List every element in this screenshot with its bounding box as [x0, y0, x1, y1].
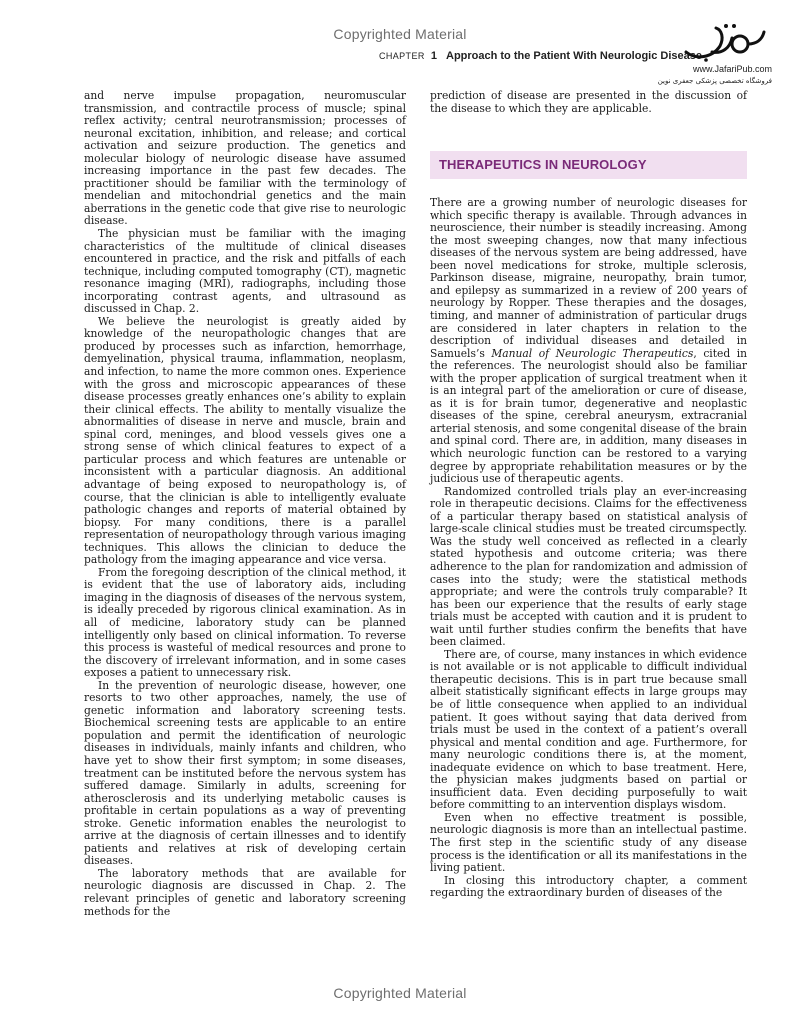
book-title-italic: Manual of Neurologic Therapeutics: [491, 346, 694, 360]
publisher-logo-mark: [682, 22, 768, 62]
publisher-subtitle: فروشگاه تخصصی پزشکی جعفری نوین: [657, 77, 772, 85]
copyright-watermark-bottom: Copyrighted Material: [333, 985, 467, 1001]
section-heading: THERAPEUTICS IN NEUROLOGY: [430, 151, 747, 179]
paragraph: and nerve impulse propagation, neuromuscular transmission, and contractile process of muscle; spinal reflex activity; central neurotransmission; processes of neuronal excitation, inhibition, and release; and cortical activation and seizure production. The genetics and molecular biology of neurologic disease have assumed increasing importance in the past few decades. The practitioner should be familiar with the terminology of mendelian and mitochondrial genetics and the main aberrations in the genetic code that give rise to neurologic disease.: [84, 89, 406, 228]
chapter-label: CHAPTER: [378, 51, 425, 61]
paragraph: [430, 197, 747, 486]
chapter-number: 1: [430, 50, 437, 62]
text-run: , cited in the references. The neurologist should also be familiar with the proper application of surgical treatment when it is an integral part of the amelioration or cure of disease, as it is for brain tumor, degenerative and neoplastic diseases of the spine, cerebral aneurysm, extracranial arterial stenosis, and some congenital disease of the brain and spinal cord. There are, in addition, many diseases in which neurologic function can be restored to a varying degree by appropriate rehabilitation measures or by the judicious use of therapeutic agents.: [430, 346, 747, 486]
publisher-logo: [652, 22, 772, 94]
paragraph: The physician must be familiar with the imaging characteristics of the multitude of clinical diseases encountered in practice, and the risk and pitfalls of each technique, including computed tomography (CT), magnetic resonance imaging (MRI), radiographs, including those incorporating contrast agents, and ultrasound as discussed in Chap. 2.: [84, 227, 406, 316]
chapter-title: Approach to the Patient With Neurologic Disease: [446, 50, 702, 62]
copyright-watermark-top: Copyrighted Material: [333, 26, 467, 42]
paragraph: We believe the neurologist is greatly aided by knowledge of the neuropathologic changes that are produced by processes such as infarction, hemorrhage, demyelination, physical trauma, inflammation, neoplasm, and infection, to name the more common ones. Experience with the gross and microscopic appearances of these disease processes greatly enhances one’s ability to explain their clinical effects. The ability to mentally visualize the abnormalities of disease in nerve and muscle, brain and spinal cord, meninges, and blood vessels gives one a strong sense of which clinical features to expect of a particular process and which features are untenable or inconsistent with a particular diagnosis. An additional advantage of being exposed to neuropathology is, of course, that the clinician is able to intelligently evaluate pathologic changes and reports of material obtained by biopsy. For many conditions, there is a parallel representation of neuropathology through various imaging techniques. This allows the clinician to deduce the pathology from the imaging appearance and vice versa.: [84, 314, 406, 567]
left-column: [84, 90, 406, 918]
right-column: [430, 90, 747, 900]
paragraph: Randomized controlled trials play an ever-increasing role in therapeutic decisions. Claims for the effectiveness of a particular therapy based on statistical analysis of large-scale clinical studies must be treated circumspectly. Was the study well conceived as reflected in a clearly stated hypothesis and outcome criteria; was there adherence to the plan for randomization and admission of cases into the study; were the statistical methods appropriate; and were the controls truly comparable? It has been our experience that the results of early stage trials must be accepted with caution and it is prudent to wait until further studies confirm the benefits that have been claimed.: [430, 484, 747, 649]
paragraph: There are, of course, many instances in which evidence is not available or is not applicable to difficult individual therapeutic decisions. This is in part true because small albeit statistically significant effects in large groups may be of little consequence when applied to an individual patient. It goes without saying that data derived from trials must be used in the context of a patient’s overall physical and mental condition and age. Furthermore, for many neurologic conditions there is, at the moment, inadequate evidence on which to base treatment. Here, the physician makes judgments based on partial or insufficient data. Even deciding purposefully to wait before committing to an intervention displays wisdom.: [430, 647, 747, 812]
paragraph: The laboratory methods that are available for neurologic diagnosis are discussed in Chap. 2. The relevant principles of genetic and laboratory screening methods for the: [84, 866, 406, 918]
paragraph: In the prevention of neurologic disease, however, one resorts to two other approaches, namely, the use of genetic information and laboratory screening tests. Biochemical screening tests are applicable to an entire population and permit the identification of neurologic diseases in individuals, mainly infants and children, who have yet to show their first symptom; in some diseases, treatment can be instituted before the nervous system has suffered damage. Similarly in adults, screening for atherosclerosis and its underlying metabolic causes is profitable in certain populations as a way of preventing stroke. Genetic information enables the neurologist to arrive at the diagnosis of certain illnesses and to identify patients and relatives at risk of developing certain diseases.: [84, 678, 406, 868]
paragraph: From the foregoing description of the clinical method, it is evident that the use of laboratory aids, including imaging in the diagnosis of diseases of the nervous system, is ideally preceded by rigorous clinical examination. As in all of medicine, laboratory study can be planned intelligently only based on clinical information. To reverse this process is wasteful of medical resources and prone to the discovery of irrelevant information, and in some cases exposes a patient to unnecessary risk.: [84, 565, 406, 680]
paragraph: Even when no effective treatment is possible, neurologic diagnosis is more than an intellectual pastime. The first step in the scientific study of any disease process is the identification or all its manifestations in the living patient.: [430, 810, 747, 875]
paragraph: prediction of disease are presented in the discussion of the disease to which they are applicable.: [430, 89, 747, 115]
paragraph: In closing this introductory chapter, a comment regarding the extraordinary burden of diseases of the: [430, 873, 747, 900]
publisher-url: www.JafariPub.com: [692, 64, 772, 74]
text-run: There are a growing number of neurologic diseases for which specific therapy is available. Through advances in neuroscience, their number is steadily increasing. Among the most sweeping changes, now that many infectious diseases of the nervous system are being addressed, have been novel medications for stroke, multiple sclerosis, Parkinson disease, migraine, neuropathy, brain tumor, and epilepsy as summarized in a review of 200 years of neurology by Ropper. These therapies and the dosages, timing, and manner of administration of particular drugs are considered in later chapters in relation to the description of individual diseases and detailed in Samuels’s: [430, 196, 747, 360]
